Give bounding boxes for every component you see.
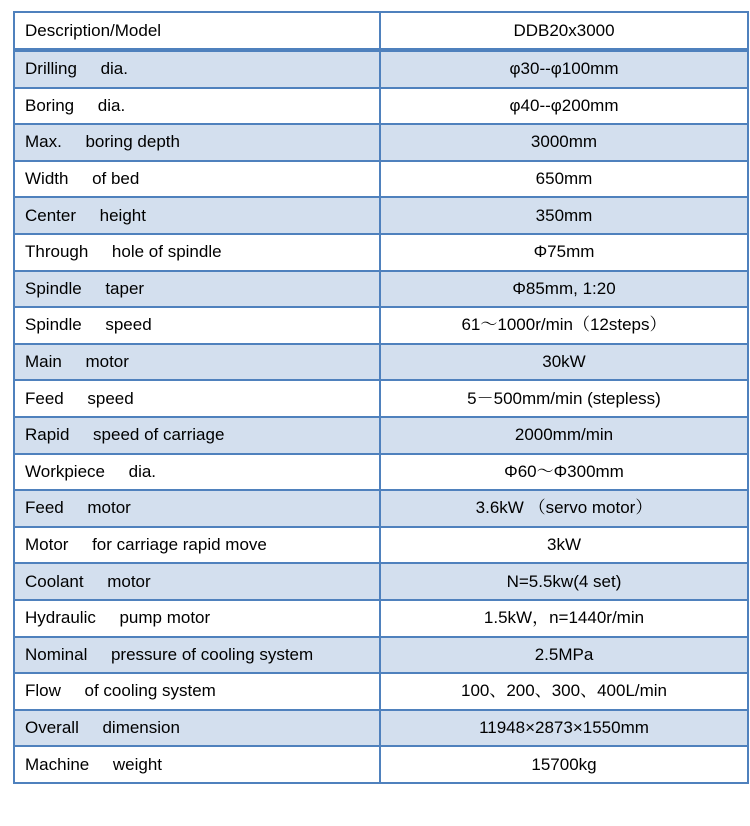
description-cell: Flow of cooling system	[14, 673, 380, 710]
table-row	[14, 271, 748, 308]
description-cell: Rapid speed of carriage	[14, 417, 380, 454]
description-cell: Drilling dia.	[14, 50, 380, 88]
description-cell: Overall dimension	[14, 710, 380, 747]
table-row	[14, 50, 748, 88]
value-cell: 30kW	[380, 344, 748, 381]
value-cell: 650mm	[380, 161, 748, 198]
description-cell: Hydraulic pump motor	[14, 600, 380, 637]
description-cell: Feed motor	[14, 490, 380, 527]
table-row	[14, 527, 748, 564]
value-cell: 3000mm	[380, 124, 748, 161]
value-cell: 11948×2873×1550mm	[380, 710, 748, 747]
description-cell: Feed speed	[14, 380, 380, 417]
description-cell: Nominal pressure of cooling system	[14, 637, 380, 674]
table-row	[14, 88, 748, 125]
table-row	[14, 344, 748, 381]
table-row	[14, 417, 748, 454]
table-row	[14, 600, 748, 637]
spec-table	[13, 11, 749, 784]
table-row	[14, 380, 748, 417]
value-cell: 3kW	[380, 527, 748, 564]
table-row	[14, 673, 748, 710]
table-row	[14, 234, 748, 271]
description-cell: Main motor	[14, 344, 380, 381]
value-cell: 15700kg	[380, 746, 748, 783]
table-row	[14, 307, 748, 344]
value-cell: 3.6kW （servo motor）	[380, 490, 748, 527]
description-cell: Width of bed	[14, 161, 380, 198]
header-description-cell: Description/Model	[14, 12, 380, 50]
value-cell: Φ85mm, 1:20	[380, 271, 748, 308]
value-cell: φ30--φ100mm	[380, 50, 748, 88]
table-row	[14, 197, 748, 234]
description-cell: Max. boring depth	[14, 124, 380, 161]
value-cell: 5－500mm/min (stepless)	[380, 380, 748, 417]
table-row	[14, 490, 748, 527]
table-row	[14, 710, 748, 747]
description-cell: Workpiece dia.	[14, 454, 380, 491]
description-cell: Motor for carriage rapid move	[14, 527, 380, 564]
table-row	[14, 637, 748, 674]
value-cell: N=5.5kw(4 set)	[380, 563, 748, 600]
value-cell: 100、200、300、400L/min	[380, 673, 748, 710]
value-cell: 350mm	[380, 197, 748, 234]
value-cell: 61～1000r/min（12steps）	[380, 307, 748, 344]
value-cell: 1.5kW，n=1440r/min	[380, 600, 748, 637]
description-cell: Boring dia.	[14, 88, 380, 125]
table-row	[14, 124, 748, 161]
description-cell: Coolant motor	[14, 563, 380, 600]
table-row	[14, 746, 748, 783]
table-row	[14, 454, 748, 491]
value-cell: 2.5MPa	[380, 637, 748, 674]
table-row	[14, 563, 748, 600]
table-header-row	[14, 12, 748, 50]
value-cell: Φ75mm	[380, 234, 748, 271]
header-model-cell: DDB20x3000	[380, 12, 748, 50]
value-cell: 2000mm/min	[380, 417, 748, 454]
description-cell: Center height	[14, 197, 380, 234]
value-cell: φ40--φ200mm	[380, 88, 748, 125]
table-row	[14, 161, 748, 198]
value-cell: Φ60～Φ300mm	[380, 454, 748, 491]
description-cell: Machine weight	[14, 746, 380, 783]
description-cell: Spindle taper	[14, 271, 380, 308]
description-cell: Spindle speed	[14, 307, 380, 344]
description-cell: Through hole of spindle	[14, 234, 380, 271]
